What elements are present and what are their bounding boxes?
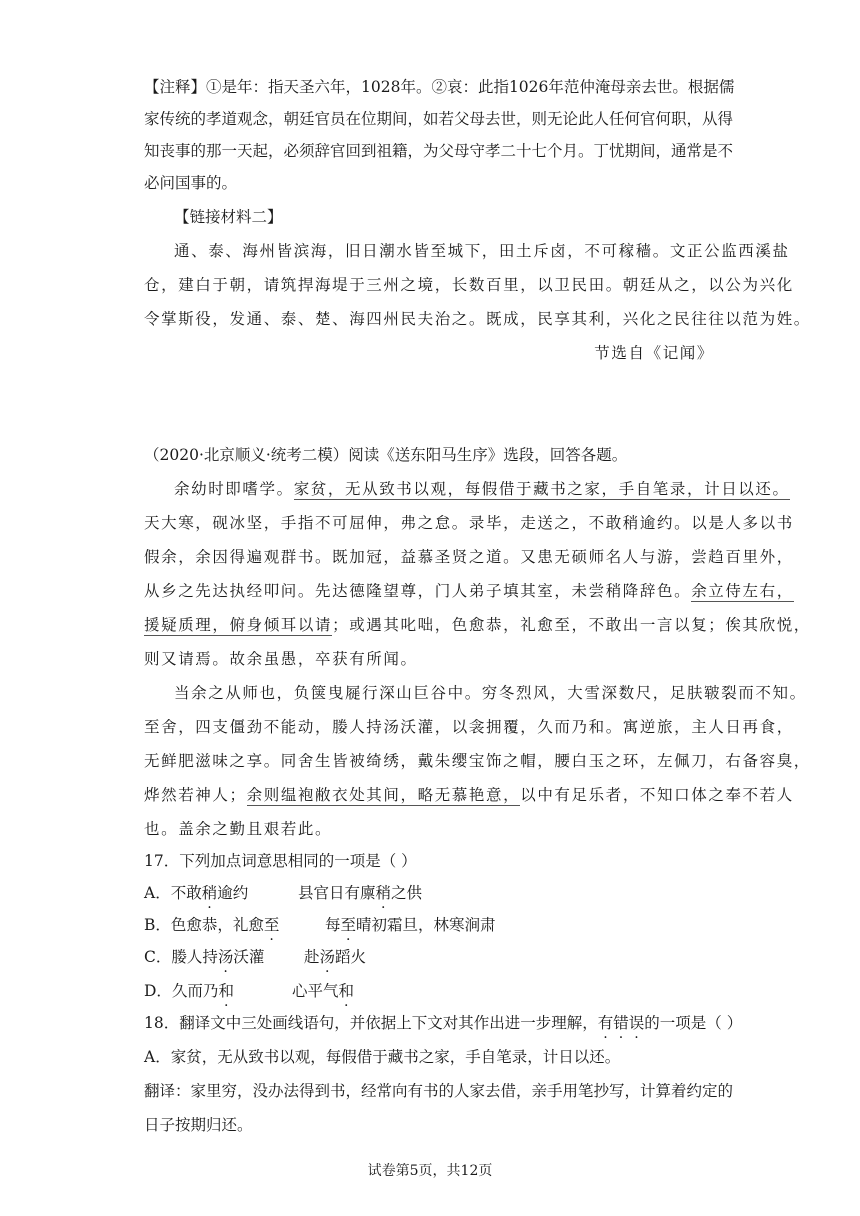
dotted-word: 和	[338, 982, 355, 1000]
text-span: C．媵人持	[144, 948, 218, 966]
text-span: 从乡之先达执经叩问。先达德隆望尊，门人弟子填其室，未尝稍降辞色。	[144, 582, 692, 600]
q18-translation-line-2: 日子按期归还。	[144, 1116, 253, 1134]
q18-translation-line-1: 翻译：家里穷，没办法得到书，经常向有书的人家去借，亲手用笔抄写，计算着约定的	[144, 1082, 734, 1100]
text-span: B．色愈恭，礼愈	[144, 916, 264, 934]
note-line-1: 【注释】①是年：指天圣六年，1028年。②哀：此指1026年范仲淹母亲去世。根据儒	[144, 78, 735, 96]
dotted-word: 汤	[319, 948, 336, 966]
text-span: 烨然若神人；	[144, 786, 247, 804]
passage-p1-line-4	[144, 580, 794, 602]
passage-p2-line-3: 无鲜肥滋味之享。同舍生皆被绮绣，戴朱缨宝饰之帽，腰白玉之环，左佩刀，右备容臭，	[144, 752, 811, 770]
material2-line-3: 令掌斯役，发通、泰、楚、海四州民夫治之。既成，民享其利，兴化之民往往以范为姓。	[144, 310, 811, 328]
text-span: 心平气	[292, 982, 339, 1000]
passage-p2-line-2: 至舍，四支僵劲不能动，媵人持汤沃灌，以衾拥覆，久而乃和。寓逆旅，主人日再食，	[144, 718, 794, 736]
text-span: 逾约	[217, 884, 249, 902]
note-line-2: 家传统的孝道观念，朝廷官员在位期间，如若父母去世，则无论此人任何官何职，从得	[144, 110, 734, 128]
text-span: 之供	[391, 884, 423, 902]
text-span: A．不敢	[144, 884, 202, 902]
dotted-word: 有	[597, 1014, 614, 1032]
q17-option-a-left	[144, 882, 248, 904]
q17-stem: 17．下列加点词意思相同的一项是（ ）	[144, 852, 417, 870]
text-span: 县官日有廪	[298, 884, 376, 902]
material2-line-2: 仓，建白于朝，请筑捍海堤于三州之境，长数百里，以卫民田。朝廷从之，以公为兴化	[144, 276, 794, 294]
text-span: D．久而乃	[144, 982, 219, 1000]
q17-option-c-right	[304, 946, 366, 968]
passage-p1-line-2: 天大寒，砚冰坚，手指不可屈伸，弗之怠。录毕，走送之，不敢稍逾约。以是人多以书	[144, 514, 794, 532]
text-span: 的一项是（ ）	[644, 1014, 743, 1032]
q18-option-a: A．家贫，无从致书以观，每假借于藏书之家，手自笔录，计日以还。	[144, 1048, 621, 1066]
text-span: 余幼时即嗜学。	[174, 480, 294, 498]
q17-option-c-left	[144, 946, 264, 968]
dotted-word: 和	[218, 982, 234, 1000]
text-span: 蹈火	[335, 948, 367, 966]
passage-p2-line-5: 也。盖余之勤且艰若此。	[144, 820, 333, 838]
q17-option-a-right	[298, 882, 422, 904]
text-span: 晴初霜旦，林寒涧肃	[356, 916, 496, 934]
passage-p1-line-5	[144, 614, 811, 636]
text-span: 每	[325, 916, 341, 934]
text-span: 以中有足乐者，不知口体之奉不若人	[520, 786, 794, 804]
passage-intro: （2020·北京顺义·统考二模）阅读《送东阳马生序》选段，回答各题。	[144, 446, 628, 464]
q17-option-b-left	[144, 914, 279, 936]
dotted-word: 稍	[201, 884, 218, 902]
q17-option-d-right	[292, 980, 354, 1002]
q17-option-d-left	[144, 980, 234, 1002]
dotted-word: 至	[340, 916, 357, 934]
text-span: 沃灌	[233, 948, 265, 966]
dotted-word: 至	[263, 916, 280, 934]
dotted-word: 误	[628, 1014, 645, 1032]
text-span: ；或遇其叱咄，色愈恭，礼愈至，不敢出一言以复；俟其欣悦，	[332, 616, 811, 634]
underlined-sentence-1: 家贫，无从致书以观，每假借于藏书之家，手自笔录，计日以还。	[293, 480, 790, 498]
dotted-word: 稍	[375, 884, 392, 902]
underlined-sentence-2a: 余立侍左右，	[691, 582, 794, 600]
passage-p1-line-1	[174, 478, 790, 500]
passage-p1-line-6: 则又请焉。故余虽愚，卒获有所闻。	[144, 650, 418, 668]
q17-option-b-right	[325, 914, 496, 936]
underlined-sentence-2b: 援疑质理，俯身倾耳以请	[144, 616, 333, 634]
material2-source: 节选自《记闻》	[594, 344, 714, 362]
passage-p1-line-3: 假余，余因得遍观群书。既加冠，益慕圣贤之道。又患无硕师名人与游，尝趋百里外，	[144, 548, 794, 566]
q18-stem	[144, 1012, 742, 1034]
text-span: 18．翻译文中三处画线语句，并依据上下文对其作出进一步理解，	[144, 1014, 598, 1032]
note-line-4: 必问国事的。	[144, 174, 238, 192]
page-footer: 试卷第5页，共12页	[367, 1163, 493, 1179]
dotted-word: 汤	[217, 948, 234, 966]
passage-p2-line-1: 当余之从师也，负箧曳屣行深山巨谷中。穷冬烈风，大雪深数尺，足肤皲裂而不知。	[174, 684, 807, 702]
material2-heading: 【链接材料二】	[174, 208, 283, 226]
passage-p2-line-4	[144, 784, 794, 806]
note-line-3: 知丧事的那一天起，必须辞官回到祖籍，为父母守孝二十七个月。丁忧期间，通常是不	[144, 142, 734, 160]
dotted-word: 错	[613, 1014, 629, 1032]
material2-line-1: 通、泰、海州皆滨海，旧日潮水皆至城下，田土斥卤，不可稼穑。文正公监西溪盐	[174, 242, 790, 260]
text-span: 赴	[304, 948, 320, 966]
underlined-sentence-3: 余则缊袍敝衣处其间，略无慕艳意，	[246, 786, 521, 804]
